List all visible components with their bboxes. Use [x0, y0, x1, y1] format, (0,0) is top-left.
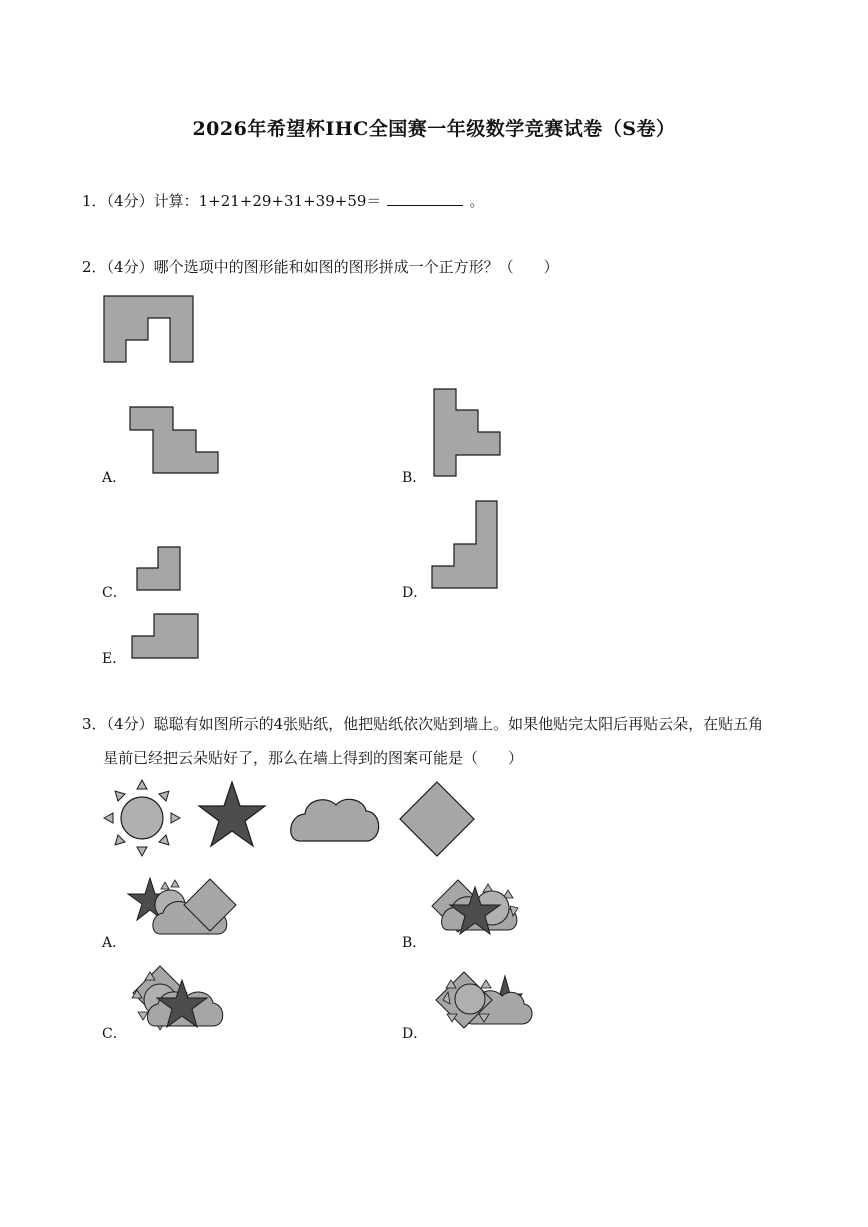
- q3-option-d-label[interactable]: D．: [402, 1026, 428, 1042]
- q2-option-e-label[interactable]: E．: [102, 651, 127, 667]
- question-score: （4分）: [106, 715, 154, 733]
- question-number: 3．: [82, 715, 107, 733]
- question-end: 。: [469, 192, 485, 210]
- q3-option-a-figure: [128, 878, 236, 934]
- diamond-icon: [400, 782, 474, 856]
- question-number: 2．: [82, 258, 107, 276]
- star-icon: [199, 782, 265, 846]
- question-text: 计算：1+21+29+31+39+59＝: [153, 192, 382, 210]
- q3-option-b-label[interactable]: B．: [402, 935, 427, 951]
- question-text: 哪个选项中的图形能和如图的图形拼成一个正方形？（ ）: [153, 258, 559, 276]
- q2-option-d-label[interactable]: D．: [402, 585, 428, 601]
- q3-option-d-figure: [436, 972, 532, 1028]
- q2-option-b-label[interactable]: B．: [402, 470, 427, 486]
- q2-option-a-label[interactable]: A．: [102, 470, 127, 486]
- q3-option-b-figure: [432, 880, 518, 934]
- question-score: （4分）: [106, 258, 154, 276]
- sun-icon: [104, 780, 180, 856]
- q3-option-c-label[interactable]: C．: [102, 1026, 127, 1042]
- page-title: 2026年希望杯IHC全国赛一年级数学竞赛试卷（S卷）: [192, 118, 676, 140]
- cloud-icon: [291, 799, 379, 841]
- question-number: 1．: [82, 192, 107, 210]
- question-text-line1: 聪聪有如图所示的4张贴纸，他把贴纸依次贴到墙上。如果他贴完太阳后再贴云朵，在贴五角: [153, 715, 764, 733]
- q2-option-c-label[interactable]: C．: [102, 585, 127, 601]
- question-3-line2: 星前已经把云朵贴好了，那么在墙上得到的图案可能是（ ）: [103, 749, 524, 767]
- q3-option-c-figure: [132, 966, 223, 1030]
- question-score: （4分）: [106, 192, 154, 210]
- q3-option-a-label[interactable]: A．: [102, 935, 127, 951]
